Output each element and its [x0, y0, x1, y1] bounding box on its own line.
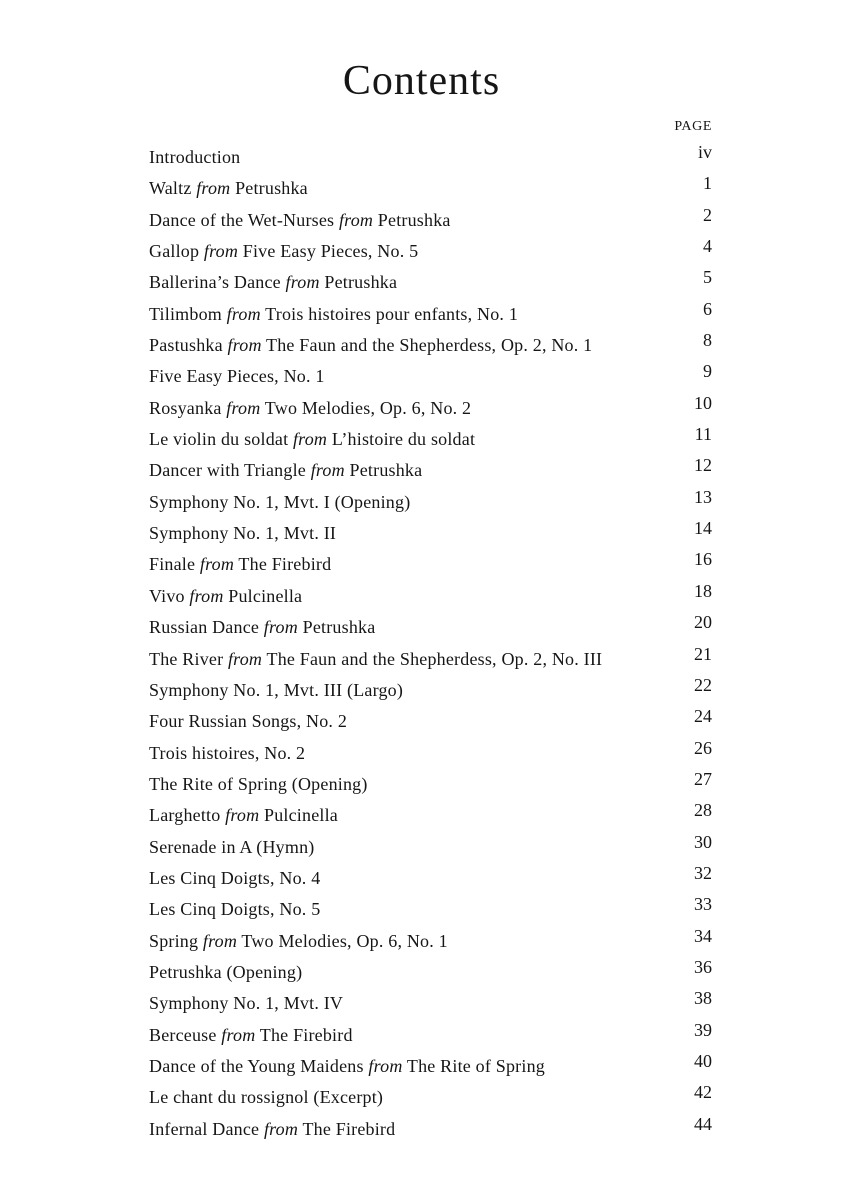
- toc-entry-text: Tilimbom: [149, 303, 227, 324]
- toc-entry-from-word: from: [227, 335, 262, 356]
- toc-entry-title: [149, 706, 347, 737]
- toc-row: [149, 581, 712, 612]
- toc-entry-title: [149, 1114, 395, 1145]
- toc-entry-text: Symphony No. 1, Mvt. II: [149, 523, 337, 544]
- toc-entry-text: Petrushka: [230, 178, 308, 199]
- toc-entry-title: [149, 800, 338, 831]
- toc-row: [149, 832, 712, 863]
- toc-page-number: 28: [694, 800, 712, 821]
- toc-entry-text: Infernal Dance: [149, 1118, 264, 1139]
- toc-entry-from-word: from: [310, 460, 345, 481]
- toc-entry-title: [149, 487, 410, 518]
- toc-entry-from-word: from: [263, 617, 298, 638]
- toc-entry-title: [149, 863, 320, 894]
- toc-row: [149, 957, 712, 988]
- toc-entry-text: Pastushka: [149, 335, 228, 356]
- toc-row: [149, 330, 712, 361]
- toc-row: [149, 1020, 712, 1051]
- toc-entry-text: Les Cinq Doigts, No. 5: [149, 899, 321, 920]
- toc-row: [149, 800, 712, 831]
- toc-entry-text: Les Cinq Doigts, No. 4: [149, 867, 321, 888]
- toc-entry-text: The River: [149, 648, 228, 669]
- toc-row: [149, 393, 712, 424]
- toc-entry-title: [149, 455, 422, 486]
- toc-entry-text: Petrushka (Opening): [149, 961, 303, 982]
- toc-entry-from-word: from: [263, 1118, 299, 1139]
- toc-entry-text: Four Russian Songs, No. 2: [149, 711, 348, 732]
- toc-page-number: 14: [694, 518, 712, 539]
- toc-page-number: 40: [694, 1050, 712, 1071]
- toc-row: [149, 299, 712, 330]
- toc-entry-text: Trois histoires pour enfants, No. 1: [260, 303, 519, 324]
- toc-entry-text: Vivo: [149, 585, 190, 606]
- toc-entry-text: Petrushka: [344, 460, 423, 481]
- toc-page-number: 6: [703, 298, 712, 319]
- toc-page-number: 33: [694, 894, 712, 915]
- toc-page-number: 34: [694, 925, 712, 946]
- toc-page-number: 4: [703, 236, 712, 257]
- toc-entry-title: [149, 299, 518, 330]
- toc-entry-text: Ballerina’s Dance: [149, 272, 286, 293]
- toc-entry-title: [149, 988, 343, 1019]
- toc-entry-text: Pulcinella: [223, 585, 303, 606]
- toc-page-number: 30: [694, 831, 712, 852]
- toc-row: [149, 988, 712, 1019]
- toc-page-number: 12: [694, 455, 712, 476]
- toc-page-number: 20: [694, 612, 712, 633]
- toc-row: [149, 675, 712, 706]
- toc-entry-from-word: from: [221, 1024, 256, 1045]
- toc-entry-from-word: from: [203, 241, 239, 262]
- toc-page-number: 24: [694, 706, 712, 727]
- toc-row: [149, 738, 712, 769]
- toc-entry-text: The Rite of Spring: [402, 1055, 545, 1076]
- toc-list: [149, 142, 712, 1145]
- toc-row: [149, 926, 712, 957]
- toc-page-number: 26: [694, 737, 712, 758]
- toc-entry-text: Symphony No. 1, Mvt. III (Largo): [149, 679, 404, 700]
- toc-row: [149, 455, 712, 486]
- toc-page-number: 10: [694, 392, 712, 413]
- toc-row: [149, 1114, 712, 1145]
- toc-entry-text: Le chant du rossignol (Excerpt): [149, 1087, 384, 1108]
- toc-entry-title: [149, 1082, 383, 1113]
- toc-page-number: 39: [694, 1019, 712, 1040]
- toc-entry-text: Finale: [149, 554, 200, 575]
- toc-row: [149, 769, 712, 800]
- toc-page-number: 8: [703, 330, 712, 351]
- toc-page-number: 2: [703, 204, 712, 225]
- toc-entry-from-word: from: [338, 209, 374, 230]
- toc-entry-text: Spring: [149, 930, 203, 951]
- toc-entry-title: [149, 361, 325, 392]
- toc-row: [149, 1051, 712, 1082]
- toc-row: [149, 549, 712, 580]
- toc-entry-title: [149, 267, 397, 298]
- toc-entry-text: Rosyanka: [149, 397, 227, 418]
- toc-page-number: 22: [694, 674, 712, 695]
- toc-entry-title: [149, 205, 451, 236]
- toc-page-number: 1: [703, 173, 712, 194]
- toc-row: [149, 267, 712, 298]
- page-column-header: PAGE: [674, 119, 712, 134]
- toc-entry-text: Petrushka: [373, 209, 451, 230]
- toc-entry-text: The Faun and the Shepherdess, Op. 2, No. 1: [261, 335, 593, 356]
- toc-entry-title: [149, 894, 320, 925]
- toc-page-number: 21: [694, 643, 712, 664]
- toc-row: [149, 706, 712, 737]
- toc-entry-text: Serenade in A (Hymn): [149, 836, 315, 857]
- toc-entry-title: [149, 832, 314, 863]
- toc-entry-text: Russian Dance: [149, 617, 264, 638]
- toc-entry-from-word: from: [199, 554, 235, 575]
- toc-entry-title: [149, 675, 403, 706]
- toc-page-number: 44: [694, 1113, 712, 1134]
- toc-entry-text: Le violin du soldat: [149, 429, 293, 450]
- toc-row: [149, 424, 712, 455]
- toc-entry-text: The Firebird: [298, 1118, 396, 1139]
- toc-entry-text: Five Easy Pieces, No. 1: [149, 366, 325, 387]
- toc-entry-from-word: from: [292, 429, 328, 450]
- toc-page-number: 32: [694, 862, 712, 883]
- toc-entry-text: Dancer with Triangle: [149, 460, 311, 481]
- toc-entry-text: Petrushka: [319, 272, 398, 293]
- toc-entry-from-word: from: [225, 805, 260, 826]
- toc-entry-text: Symphony No. 1, Mvt. IV: [149, 993, 344, 1014]
- toc-entry-text: L’histoire du soldat: [327, 429, 476, 450]
- toc-entry-text: Two Melodies, Op. 6, No. 2: [260, 397, 472, 418]
- toc-entry-text: The Firebird: [255, 1024, 353, 1045]
- toc-entry-title: [149, 612, 375, 643]
- toc-row: [149, 205, 712, 236]
- toc-page-number: 18: [694, 580, 712, 601]
- toc-page-number: 38: [694, 988, 712, 1009]
- toc-entry-title: [149, 236, 418, 267]
- toc-entry-text: Petrushka: [297, 617, 376, 638]
- toc-entry-title: [149, 518, 336, 549]
- toc-entry-text: Five Easy Pieces, No. 5: [238, 241, 419, 262]
- toc-entry-text: Symphony No. 1, Mvt. I (Opening): [149, 491, 411, 512]
- toc-entry-title: [149, 926, 448, 957]
- toc-entry-text: Waltz: [149, 178, 197, 199]
- toc-row: [149, 518, 712, 549]
- toc-row: [149, 863, 712, 894]
- toc-entry-text: Dance of the Young Maidens: [149, 1055, 369, 1076]
- toc-row: [149, 173, 712, 204]
- toc-entry-title: [149, 393, 471, 424]
- toc-page-number: 5: [703, 267, 712, 288]
- toc-entry-text: The Firebird: [234, 554, 332, 575]
- toc-page-number: 27: [694, 768, 712, 789]
- toc-entry-from-word: from: [285, 272, 320, 293]
- toc-entry-title: [149, 644, 602, 675]
- toc-entry-from-word: from: [226, 303, 261, 324]
- toc-entry-from-word: from: [227, 648, 263, 669]
- toc-entry-text: Berceuse: [149, 1024, 222, 1045]
- toc-entry-text: Dance of the Wet-Nurses: [149, 209, 339, 230]
- page-title: Contents: [342, 58, 501, 104]
- toc-entry-title: [149, 424, 475, 455]
- toc-row: [149, 894, 712, 925]
- toc-row: [149, 361, 712, 392]
- toc-entry-from-word: from: [196, 178, 231, 199]
- toc-row: [149, 142, 712, 173]
- toc-row: [149, 644, 712, 675]
- toc-entry-text: The Rite of Spring (Opening): [149, 773, 368, 794]
- toc-entry-title: [149, 1051, 545, 1082]
- toc-entry-title: [149, 1020, 353, 1051]
- toc-entry-text: Gallop: [149, 241, 204, 262]
- toc-entry-title: [149, 738, 305, 769]
- toc-entry-title: [149, 173, 308, 204]
- toc-entry-text: Two Melodies, Op. 6, No. 1: [237, 930, 448, 951]
- toc-row: [149, 612, 712, 643]
- toc-row: [149, 487, 712, 518]
- toc-page-number: 9: [703, 361, 712, 382]
- toc-entry-from-word: from: [202, 930, 238, 951]
- toc-entry-title: [149, 581, 302, 612]
- toc-entry-text: Larghetto: [149, 805, 226, 826]
- toc-page-number: 11: [694, 424, 712, 445]
- toc-row: [149, 1082, 712, 1113]
- toc-page-number: 42: [694, 1082, 712, 1103]
- toc-entry-title: [149, 549, 331, 580]
- toc-page-number: 36: [694, 956, 712, 977]
- toc-entry-text: Trois histoires, No. 2: [149, 742, 306, 763]
- toc-entry-text: The Faun and the Shepherdess, Op. 2, No. III: [262, 648, 603, 669]
- toc-entry-from-word: from: [189, 585, 224, 606]
- toc-page-number: 13: [694, 486, 712, 507]
- toc-page-number: 16: [694, 549, 712, 570]
- toc-entry-text: Introduction: [149, 147, 241, 167]
- toc-entry-from-word: from: [368, 1055, 403, 1076]
- toc-page-number: iv: [697, 142, 712, 162]
- toc-entry-title: [149, 142, 240, 173]
- toc-entry-from-word: from: [226, 397, 261, 418]
- toc-entry-text: Pulcinella: [259, 805, 338, 826]
- toc-row: [149, 236, 712, 267]
- toc-entry-title: [149, 957, 302, 988]
- toc-entry-title: [149, 330, 592, 361]
- toc-entry-title: [149, 769, 368, 800]
